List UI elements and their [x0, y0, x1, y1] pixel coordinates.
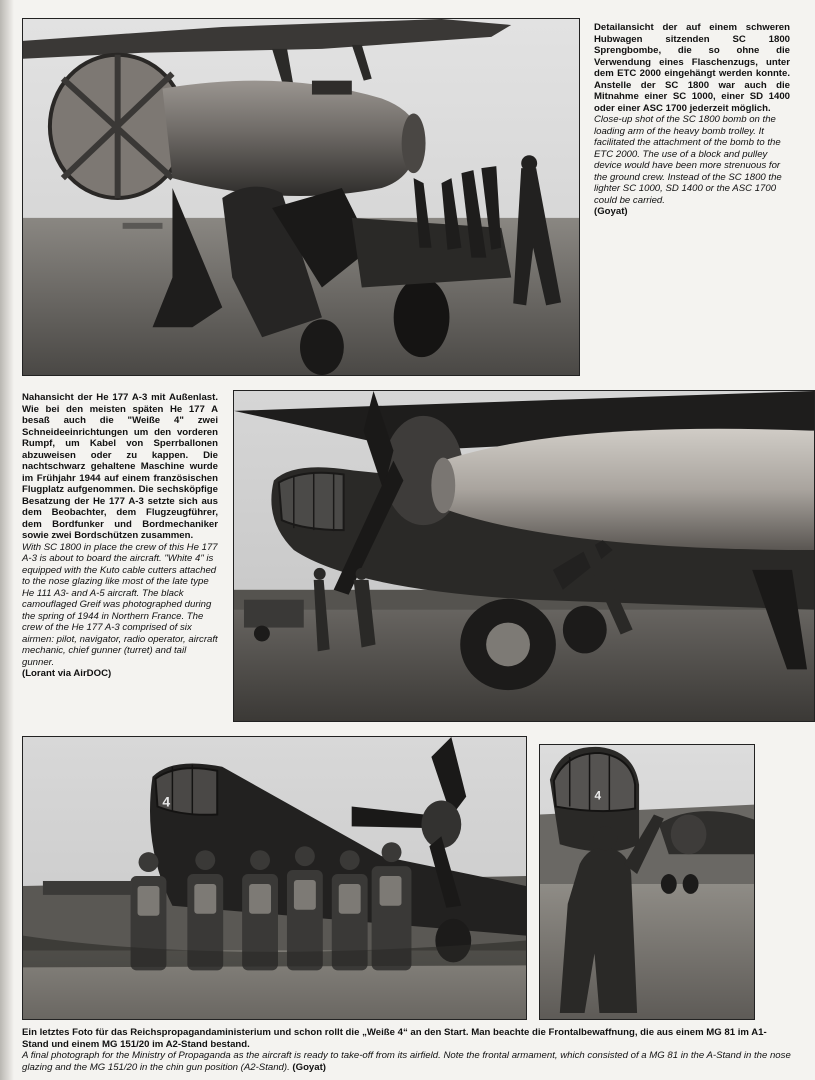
page-spine-shadow — [0, 0, 14, 1080]
photo-ground-crew-nose — [539, 744, 755, 1020]
nose-number-4: 4 — [162, 793, 171, 810]
caption-aircraft-closeup-credit: (Lorant via AirDOC) — [22, 668, 112, 679]
caption-aircraft-closeup-english: With SC 1800 in place the crew of this He 177 A-3 is about to board the aircraft. "White 4" is equipped with the Kuto cable cutters attached to the nose glazing like most of the late type He 111 A3- and A-5 aircraft. The black camouflaged Greif was photographed during the spring of 1944 in Northern France. The crew of the He 177 A-3 comprised of six airmen: pilot, navigator, radio operator, aircraft mechanic, chief gunner (turret) and tail gunner. — [22, 541, 218, 668]
caption-aircraft-closeup-german: Nahansicht der He 177 A-3 mit Außenlast. Wie bei den meisten späten He 177 A besaß auch die "Weiße 4" zwei Schneideeinrichtungen um den vorderen Rumpf, um Kabel von Sperrballonen abzuweisen oder zu kappen. Die nachtschwarz gehaltene Maschine wurde im Frühjahr 1944 auf einem französischen Flugplatz aufgenommen. Die sechsköpfige Besatzung der He 177 A-3 setzte sich aus dem Beobachter, dem Flugzeugführer, dem Bordfunker und Bordmechaniker sowie zwei Bordschützen zusammen. — [22, 392, 218, 541]
photo-he177-nose-bomb — [233, 390, 815, 722]
caption-bomb-trolley-credit: (Goyat) — [594, 206, 628, 217]
caption-crew-lineup-english — [22, 1050, 792, 1073]
caption-crew-lineup-credit: (Goyat) — [292, 1061, 326, 1073]
nose-number-4-closeup: 4 — [594, 788, 602, 803]
caption-crew-lineup — [22, 1027, 792, 1073]
caption-bomb-trolley-german: Detailansicht der auf einem schweren Hubwagen sitzenden SC 1800 Sprengbombe, die so ohne die Verwendung eines Flaschenzugs, unter dem ETC 2000 eingehängt werden konnte. Anstelle der SC 1800 war auch die Mitnahme einer SC 1000, einer SD 1400 oder einer ASC 1700 jederzeit möglich. — [594, 22, 790, 114]
caption-crew-lineup-german: Ein letztes Foto für das Reichspropagandaministerium und schon rollt die „Weiße 4“ an den Start. Man beachte die Frontalbewaffnung, die aus einem MG 81 im A1-Stand und einem MG 151/20 im A2-Stand bestand. — [22, 1027, 767, 1050]
caption-bomb-trolley-english: Close-up shot of the SC 1800 bomb on the loading arm of the heavy bomb trolley. It facilitated the attachment of the bomb to the ETC 2000. The use of a block and pulley device would have been more strenuous for the ground crew. Instead of the SC 1800 the lighter SC 1000, SD 1400 or the ASC 1700 could be carried. — [594, 114, 782, 206]
caption-aircraft-closeup — [22, 392, 218, 680]
photo-bomb-trolley — [22, 18, 580, 376]
photo-crew-lineup — [22, 736, 527, 1020]
caption-crew-lineup-english-text: A final photograph for the Ministry of Propaganda as the aircraft is ready to take-off from its airfield. Note the frontal armament, which consisted of a MG 81 in the A-Stand in the nose glazing and the MG 151/20 in the chin gun position (A2-Stand). — [22, 1050, 791, 1073]
caption-bomb-trolley — [594, 22, 790, 218]
